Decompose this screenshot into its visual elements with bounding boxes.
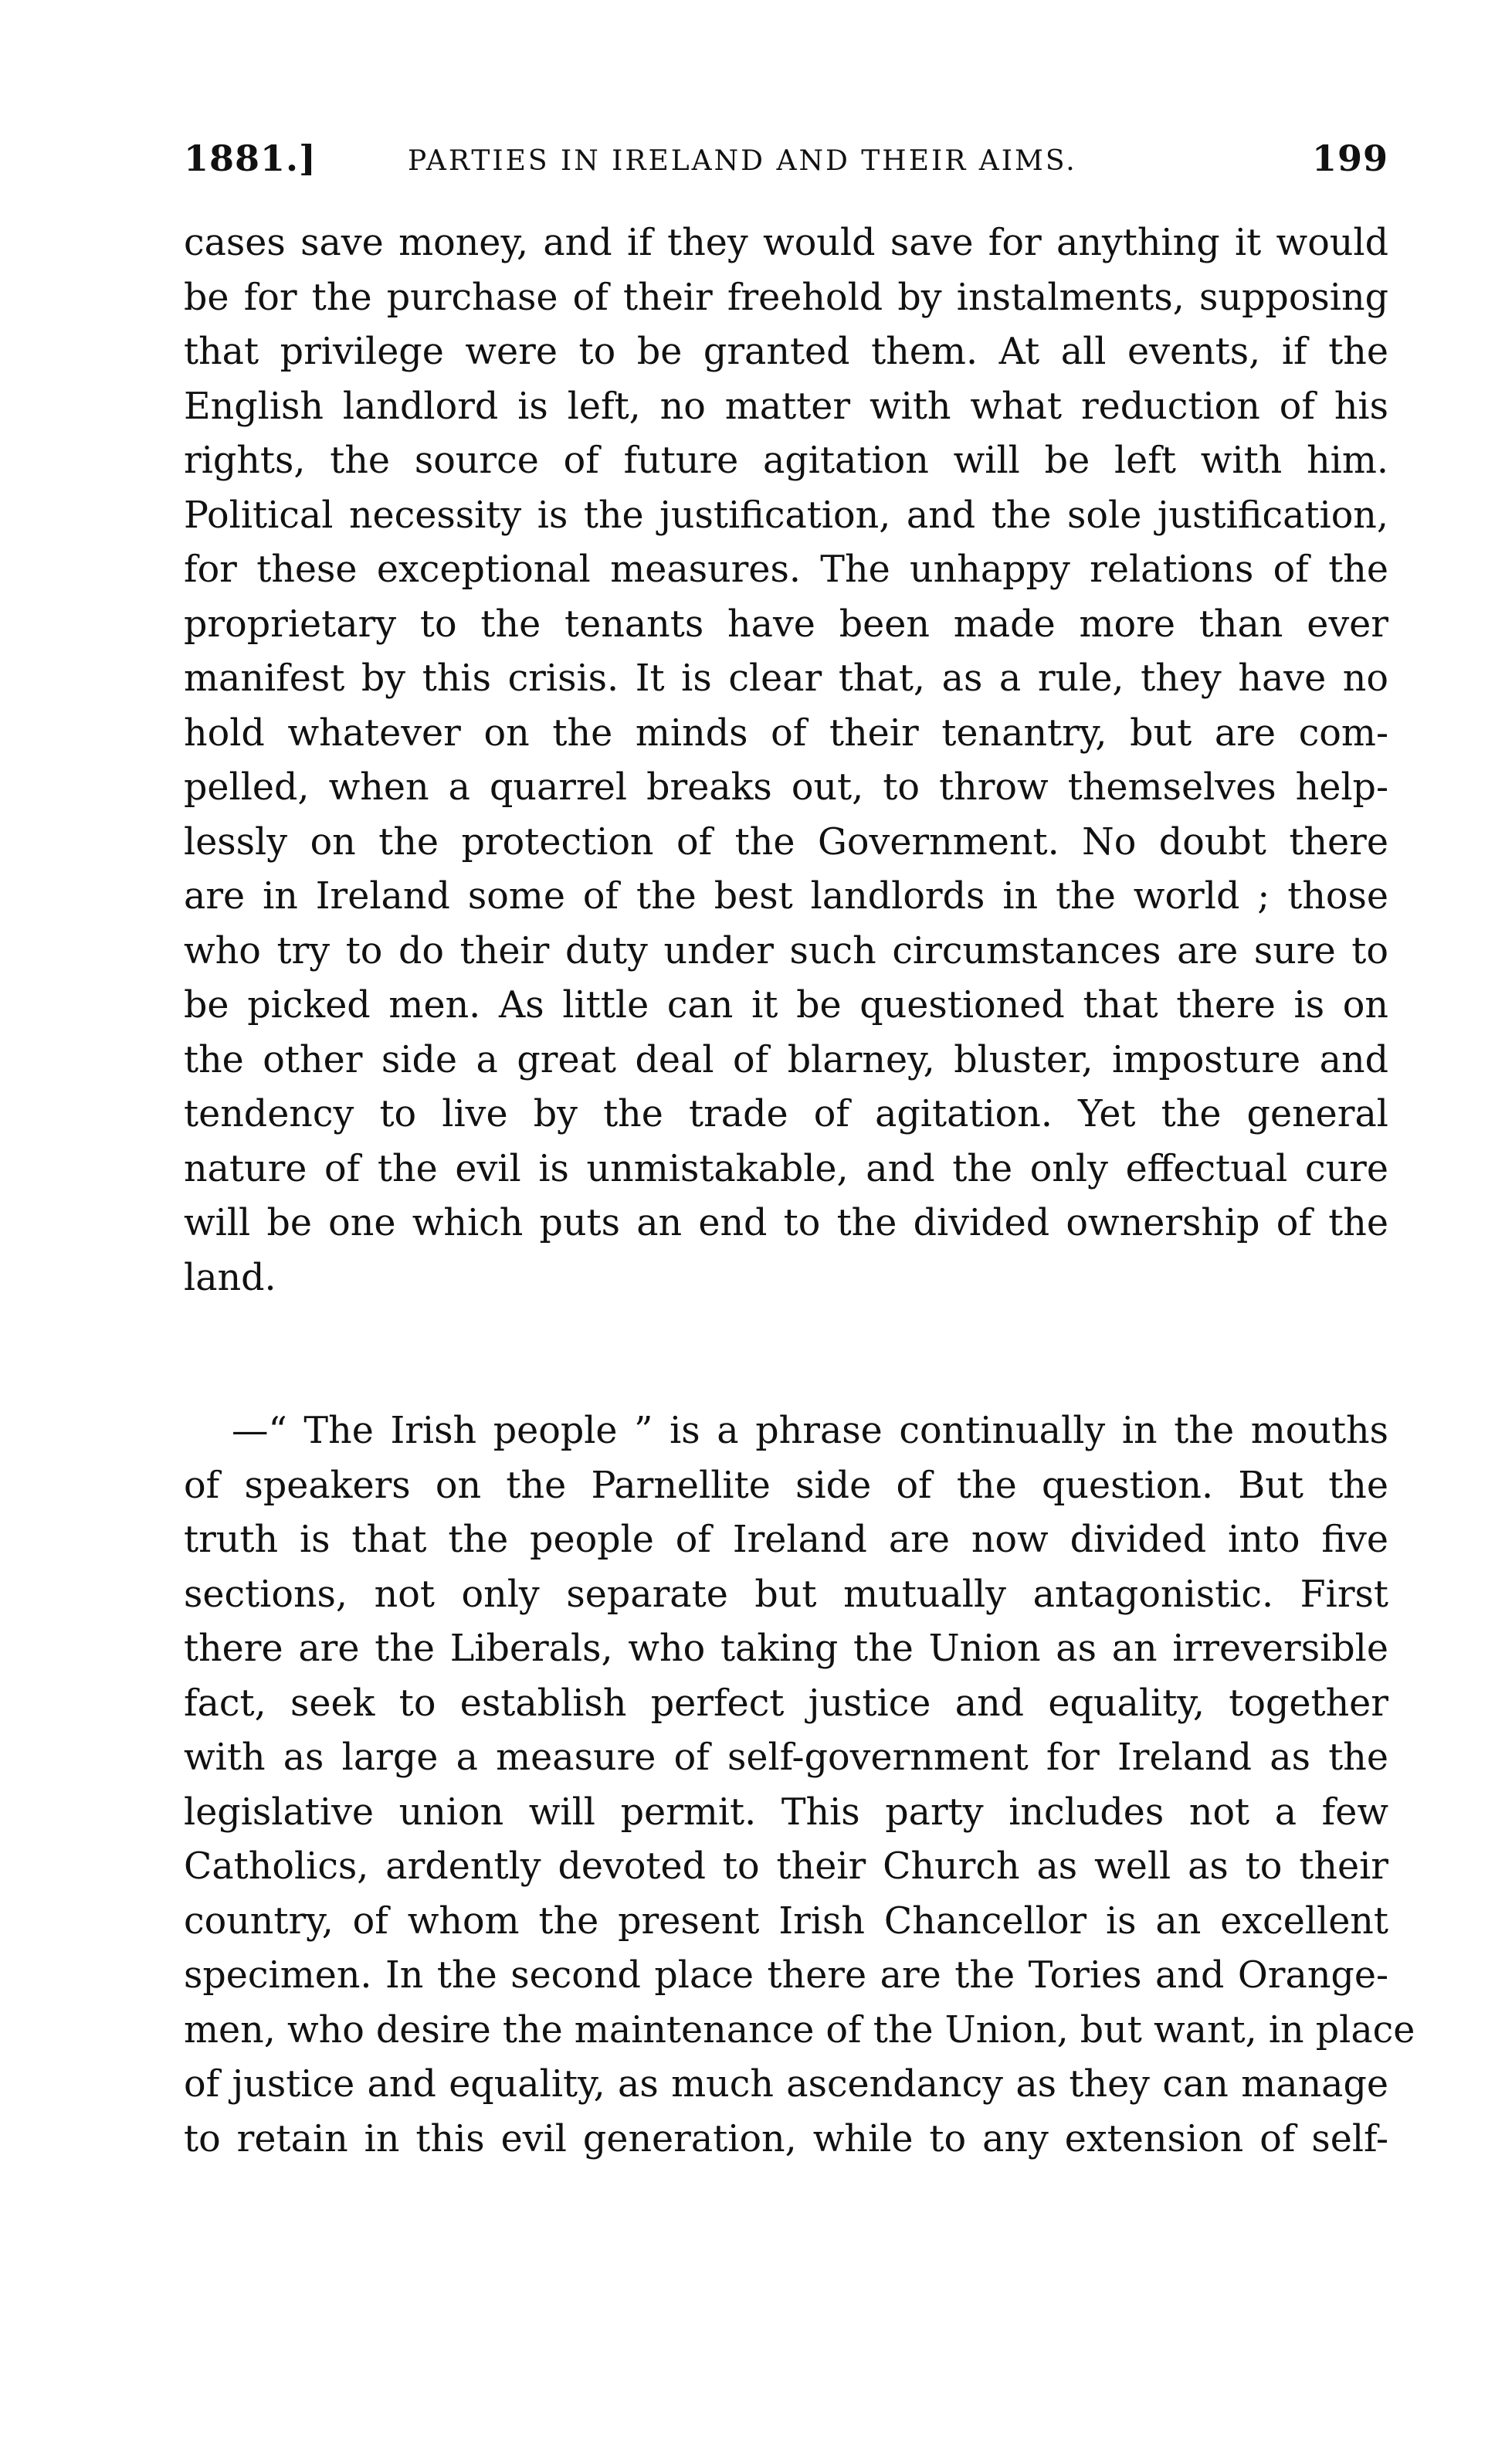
text-line: hold whatever on the minds of their tenantry, but are com- [184, 711, 1388, 755]
text-line: will be one which puts an end to the divided ownership of the [184, 1202, 1388, 1244]
paragraph-continued [184, 216, 1388, 1305]
paragraph-new-section [184, 1404, 1415, 2167]
running-head [184, 137, 1388, 192]
text-line: manifest by this crisis. It is clear that, as a rule, they have no [184, 657, 1388, 700]
text-line: fact, seek to establish perfect justice and equality, together [184, 1682, 1388, 1725]
text-line: that privilege were to be granted them. At all events, if the [184, 331, 1388, 373]
text-line: specimen. In the second place there are the Tories and Orange- [184, 1954, 1388, 1997]
text-line: Catholics, ardently devoted to their Church as well as to their [184, 1845, 1388, 1888]
text-line: of justice and equality, as much ascendancy as they can manage [184, 2063, 1388, 2106]
text-line: nature of the evil is unmistakable, and the only effectual cure [184, 1147, 1388, 1190]
page-number: 199 [1311, 137, 1388, 179]
text-line: to retain in this evil generation, while to any extension of self- [184, 2117, 1388, 2160]
text-line: country, of whom the present Irish Chancellor is an excellent [184, 1899, 1388, 1943]
text-line: for these exceptional measures. The unhappy relations of the [184, 548, 1388, 591]
text-line: men, who desire the maintenance of the Union, but want, in place [184, 2008, 1415, 2052]
header-title: PARTIES IN IRELAND AND THEIR AIMS. [408, 145, 1077, 177]
text-line: tendency to live by the trade of agitation. Yet the general [184, 1093, 1388, 1135]
text-line: sections, not only separate but mutually antagonistic. First [184, 1573, 1388, 1616]
text-line: —“ The Irish people ” is a phrase continually in the mouths [232, 1410, 1388, 1452]
text-line: Political necessity is the justification, and the sole justification, [184, 494, 1388, 537]
text-line: there are the Liberals, who taking the Union as an irreversible [184, 1627, 1388, 1670]
header-year: 1881.] [184, 137, 317, 179]
text-line: with as large a measure of self-government for Ireland as the [184, 1736, 1388, 1779]
text-line: are in Ireland some of the best landlords in the world ; those [184, 875, 1388, 918]
text-line: land. [184, 1256, 276, 1299]
text-line: pelled, when a quarrel breaks out, to throw themselves help- [184, 766, 1388, 809]
text-line: truth is that the people of Ireland are now divided into five [184, 1519, 1388, 1561]
text-line: be picked men. As little can it be questioned that there is on [184, 984, 1388, 1027]
text-line: lessly on the protection of the Government. No doubt there [184, 820, 1388, 864]
text-line: of speakers on the Parnellite side of the question. But the [184, 1464, 1388, 1507]
text-line: English landlord is left, no matter with what reduction of his [184, 385, 1388, 428]
text-line: proprietary to the tenants have been made more than ever [184, 602, 1388, 646]
text-line: rights, the source of future agitation will be left with him. [184, 440, 1388, 482]
text-line: legislative union will permit. This party includes not a few [184, 1790, 1388, 1834]
text-line: who try to do their duty under such circumstances are sure to [184, 929, 1388, 972]
text-line: cases save money, and if they would save for anything it would [184, 222, 1388, 264]
text-line: be for the purchase of their freehold by instalments, supposing [184, 276, 1388, 319]
text-line: the other side a great deal of blarney, bluster, imposture and [184, 1038, 1388, 1081]
